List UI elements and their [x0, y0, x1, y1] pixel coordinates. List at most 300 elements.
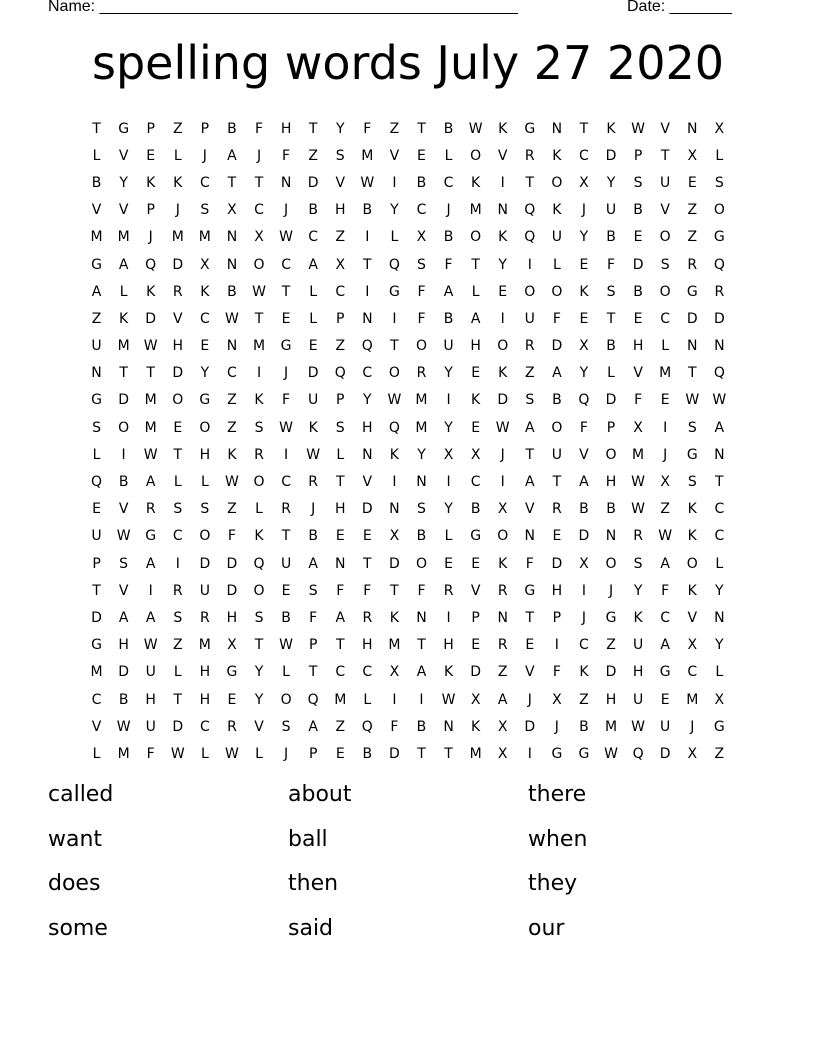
grid-letter: A: [660, 637, 670, 654]
grid-letter: P: [336, 310, 345, 327]
grid-letter: L: [661, 338, 670, 355]
grid-letter: X: [497, 745, 508, 762]
grid-letter: M: [117, 338, 130, 355]
grid-letter: F: [606, 256, 616, 273]
grid-letter: W: [468, 120, 483, 137]
grid-letter: N: [443, 718, 454, 735]
grid-letter: M: [144, 419, 157, 436]
grid-letter: Y: [579, 365, 589, 382]
grid-letter: N: [389, 501, 400, 518]
grid-letter: A: [497, 691, 508, 708]
word-list-item: want: [48, 826, 103, 852]
grid-letter: E: [227, 691, 237, 708]
grid-letter: N: [687, 338, 698, 355]
grid-row: [83, 169, 733, 196]
grid-letter: I: [419, 691, 424, 708]
grid-letter: S: [633, 555, 643, 572]
grid-letter: L: [390, 229, 399, 246]
grid-letter: E: [579, 310, 589, 327]
name-field-label: Name: _______________________________________________: [48, 0, 518, 15]
grid-letter: H: [199, 664, 211, 681]
grid-letter: J: [284, 745, 289, 762]
grid-letter: W: [685, 392, 700, 409]
grid-letter: X: [389, 664, 400, 681]
grid-letter: A: [227, 147, 237, 164]
grid-letter: P: [336, 392, 345, 409]
grid-letter: O: [551, 283, 563, 300]
grid-letter: L: [200, 474, 209, 491]
grid-letter: C: [470, 474, 481, 491]
grid-letter: H: [199, 691, 211, 708]
grid-letter: K: [687, 528, 697, 545]
grid-letter: V: [118, 582, 129, 599]
grid-row: [83, 224, 733, 251]
grid-letter: A: [335, 609, 346, 626]
grid-letter: W: [306, 446, 321, 463]
grid-letter: L: [173, 147, 182, 164]
grid-letter: Z: [227, 419, 237, 436]
grid-letter: E: [335, 745, 345, 762]
grid-letter: M: [469, 202, 482, 219]
grid-letter: N: [497, 609, 508, 626]
grid-row: [83, 577, 733, 604]
grid-letter: V: [118, 202, 129, 219]
grid-letter: V: [660, 120, 670, 137]
grid-letter: E: [471, 365, 481, 382]
grid-letter: J: [581, 202, 587, 219]
grid-letter: E: [335, 528, 345, 545]
grid-letter: O: [253, 582, 265, 599]
grid-letter: W: [495, 419, 510, 436]
grid-letter: E: [579, 256, 589, 273]
grid-letter: B: [416, 718, 427, 735]
grid-letter: Q: [524, 229, 536, 246]
grid-letter: L: [444, 147, 453, 164]
grid-letter: R: [524, 338, 535, 355]
grid-letter: I: [175, 555, 180, 572]
grid-letter: N: [497, 202, 508, 219]
grid-letter: T: [363, 256, 372, 273]
grid-letter: W: [225, 745, 239, 762]
grid-letter: N: [226, 338, 238, 355]
grid-row: [83, 523, 733, 550]
grid-letter: M: [144, 392, 157, 409]
grid-letter: S: [119, 555, 129, 572]
grid-letter: G: [713, 229, 725, 246]
grid-letter: D: [605, 392, 617, 409]
grid-letter: K: [471, 392, 481, 409]
grid-letter: X: [227, 202, 237, 219]
grid-letter: O: [686, 555, 698, 572]
grid-letter: X: [227, 637, 237, 654]
grid-letter: K: [308, 419, 318, 436]
grid-letter: G: [659, 664, 671, 681]
grid-letter: V: [633, 365, 643, 382]
grid-letter: Q: [524, 202, 536, 219]
grid-letter: U: [443, 338, 454, 355]
grid-row: [83, 305, 733, 332]
grid-letter: H: [226, 609, 238, 626]
grid-letter: B: [227, 283, 237, 300]
grid-letter: N: [91, 365, 102, 382]
grid-letter: E: [552, 528, 562, 545]
grid-letter: N: [714, 446, 725, 463]
grid-letter: O: [199, 528, 211, 545]
grid-letter: D: [632, 256, 644, 273]
grid-letter: H: [172, 338, 184, 355]
grid-letter: I: [581, 582, 587, 599]
grid-letter: O: [524, 283, 536, 300]
grid-letter: C: [335, 283, 346, 300]
grid-letter: L: [92, 147, 101, 164]
grid-letter: I: [446, 392, 451, 409]
grid-letter: W: [631, 718, 646, 735]
grid-letter: W: [631, 120, 646, 137]
grid-letter: C: [91, 691, 102, 708]
grid-letter: E: [200, 338, 210, 355]
grid-letter: U: [632, 691, 644, 708]
grid-letter: D: [226, 582, 238, 599]
grid-letter: L: [336, 446, 345, 463]
grid-letter: R: [362, 609, 373, 626]
grid-row: [83, 441, 733, 468]
grid-letter: R: [172, 582, 183, 599]
grid-row: [83, 251, 733, 278]
grid-letter: N: [551, 120, 563, 137]
grid-letter: W: [279, 419, 293, 436]
grid-letter: E: [281, 582, 291, 599]
grid-letter: Q: [578, 392, 590, 409]
grid-letter: Z: [335, 338, 346, 355]
grid-letter: E: [471, 637, 481, 654]
word-list-item: ball: [288, 826, 328, 852]
grid-letter: H: [118, 637, 129, 654]
grid-letter: K: [579, 283, 589, 300]
grid-letter: A: [118, 256, 129, 273]
grid-letter: H: [362, 419, 373, 436]
grid-letter: K: [633, 609, 643, 626]
grid-letter: B: [91, 174, 102, 191]
grid-letter: I: [500, 474, 505, 491]
word-list-item: some: [48, 915, 108, 941]
grid-letter: S: [254, 419, 264, 436]
grid-letter: B: [443, 229, 454, 246]
grid-letter: B: [362, 202, 373, 219]
grid-letter: W: [604, 745, 618, 762]
grid-letter: N: [416, 609, 427, 626]
word-list-item: does: [48, 871, 101, 896]
grid-letter: R: [524, 147, 535, 164]
grid-letter: V: [254, 718, 264, 735]
grid-letter: Q: [632, 745, 644, 762]
grid-letter: R: [281, 501, 291, 518]
grid-letter: D: [470, 664, 482, 681]
grid-letter: K: [498, 555, 508, 572]
grid-letter: I: [365, 229, 370, 246]
grid-letter: P: [471, 609, 480, 626]
grid-letter: A: [308, 718, 318, 735]
grid-letter: D: [145, 310, 157, 327]
grid-letter: N: [226, 256, 238, 273]
grid-letter: E: [146, 147, 156, 164]
grid-letter: R: [308, 474, 319, 491]
grid-row: [83, 360, 733, 387]
grid-letter: Q: [334, 365, 346, 382]
grid-letter: I: [256, 365, 262, 382]
grid-letter: D: [307, 174, 319, 191]
grid-letter: J: [527, 691, 532, 708]
grid-letter: H: [605, 474, 617, 491]
grid-letter: H: [199, 446, 211, 463]
grid-letter: X: [470, 691, 481, 708]
grid-letter: W: [225, 310, 239, 327]
grid-letter: B: [470, 501, 481, 518]
grid-letter: J: [500, 446, 505, 463]
grid-letter: L: [471, 283, 480, 300]
grid-letter: X: [579, 174, 589, 191]
grid-letter: O: [253, 474, 265, 491]
grid-letter: J: [256, 147, 262, 164]
grid-letter: X: [335, 256, 346, 273]
grid-letter: T: [308, 120, 318, 137]
grid-letter: F: [282, 392, 291, 409]
grid-letter: E: [444, 555, 453, 572]
grid-letter: T: [525, 446, 535, 463]
grid-letter: I: [446, 474, 451, 491]
grid-letter: J: [446, 202, 451, 219]
grid-letter: A: [145, 555, 156, 572]
grid-letter: W: [441, 691, 456, 708]
grid-letter: C: [714, 528, 725, 545]
grid-letter: A: [579, 474, 589, 491]
grid-letter: J: [202, 147, 207, 164]
grid-letter: Y: [633, 582, 643, 599]
grid-letter: M: [90, 664, 103, 681]
grid-letter: I: [527, 256, 532, 273]
grid-letter: K: [498, 120, 508, 137]
grid-letter: N: [714, 338, 725, 355]
grid-letter: X: [687, 147, 698, 164]
grid-letter: U: [632, 637, 644, 654]
grid-letter: O: [605, 446, 617, 463]
grid-letter: P: [633, 147, 643, 164]
grid-letter: E: [281, 310, 291, 327]
grid-row: [83, 142, 733, 169]
grid-letter: L: [444, 528, 453, 545]
grid-letter: L: [715, 147, 724, 164]
grid-letter: R: [497, 637, 508, 654]
grid-letter: L: [119, 283, 128, 300]
grid-letter: T: [660, 147, 670, 164]
grid-letter: C: [687, 664, 698, 681]
grid-letter: D: [497, 392, 509, 409]
grid-letter: M: [415, 419, 428, 436]
grid-letter: T: [335, 637, 345, 654]
grid-letter: L: [173, 474, 182, 491]
grid-letter: N: [335, 555, 346, 572]
grid-letter: M: [90, 229, 103, 246]
grid-letter: G: [388, 283, 400, 300]
grid-letter: Y: [417, 446, 426, 463]
grid-letter: P: [146, 202, 155, 219]
grid-letter: D: [361, 501, 373, 518]
grid-letter: B: [579, 501, 589, 518]
date-field-label: Date: _______: [627, 0, 732, 15]
grid-letter: V: [660, 202, 670, 219]
grid-letter: K: [552, 202, 562, 219]
grid-letter: T: [308, 664, 318, 681]
grid-letter: K: [254, 528, 264, 545]
grid-letter: G: [91, 392, 102, 409]
grid-letter: H: [334, 501, 346, 518]
grid-letter: G: [91, 637, 102, 654]
grid-letter: I: [527, 745, 532, 762]
grid-letter: U: [551, 446, 562, 463]
grid-letter: Z: [579, 691, 589, 708]
grid-letter: S: [417, 501, 426, 518]
grid-row: [83, 197, 733, 224]
grid-letter: C: [199, 718, 210, 735]
grid-letter: B: [416, 174, 427, 191]
grid-letter: V: [172, 310, 183, 327]
grid-letter: U: [605, 202, 617, 219]
grid-letter: W: [631, 474, 646, 491]
grid-letter: Z: [606, 637, 616, 654]
grid-letter: N: [226, 229, 238, 246]
grid-letter: V: [687, 609, 698, 626]
grid-letter: F: [363, 582, 372, 599]
grid-letter: I: [554, 637, 559, 654]
grid-letter: E: [633, 310, 643, 327]
grid-letter: F: [309, 609, 318, 626]
grid-letter: G: [605, 609, 617, 626]
grid-letter: M: [198, 229, 211, 246]
grid-letter: I: [148, 582, 153, 599]
grid-letter: T: [92, 120, 101, 137]
grid-letter: J: [554, 718, 559, 735]
grid-letter: C: [199, 174, 210, 191]
grid-letter: K: [227, 446, 237, 463]
grid-letter: M: [252, 338, 266, 355]
grid-letter: E: [471, 555, 481, 572]
grid-letter: J: [284, 202, 289, 219]
grid-letter: O: [118, 419, 130, 436]
grid-row: [83, 659, 733, 686]
grid-letter: S: [281, 718, 291, 735]
grid-letter: D: [172, 256, 184, 273]
grid-letter: I: [392, 310, 397, 327]
grid-letter: O: [713, 202, 725, 219]
grid-letter: H: [280, 120, 292, 137]
grid-letter: Z: [335, 718, 346, 735]
grid-letter: K: [443, 664, 454, 681]
grid-letter: T: [254, 174, 264, 191]
grid-letter: Y: [606, 174, 616, 191]
grid-letter: Y: [498, 256, 507, 273]
grid-letter: R: [145, 501, 156, 518]
grid-letter: Z: [687, 229, 698, 246]
grid-letter: K: [687, 582, 697, 599]
grid-letter: X: [254, 229, 264, 246]
grid-letter: F: [552, 310, 561, 327]
grid-letter: F: [444, 256, 453, 273]
grid-letter: H: [334, 202, 346, 219]
grid-letter: W: [360, 174, 375, 191]
grid-row: [83, 387, 733, 414]
grid-letter: N: [416, 474, 427, 491]
grid-letter: Q: [91, 474, 103, 491]
grid-letter: K: [471, 718, 481, 735]
grid-letter: V: [335, 174, 346, 191]
grid-letter: L: [92, 745, 101, 762]
grid-letter: S: [714, 174, 724, 191]
grid-letter: J: [148, 229, 153, 246]
grid-letter: O: [415, 338, 427, 355]
grid-letter: Q: [713, 365, 725, 382]
grid-letter: Y: [363, 392, 372, 409]
grid-letter: I: [500, 310, 505, 327]
grid-letter: B: [606, 338, 616, 355]
grid-letter: T: [687, 365, 697, 382]
grid-letter: Y: [444, 365, 453, 382]
grid-letter: Y: [200, 365, 210, 382]
grid-letter: M: [117, 229, 130, 246]
grid-letter: O: [388, 365, 400, 382]
grid-letter: M: [686, 691, 699, 708]
grid-letter: I: [500, 174, 505, 191]
grid-letter: O: [497, 338, 509, 355]
grid-letter: V: [389, 147, 400, 164]
grid-letter: R: [416, 365, 427, 382]
grid-letter: J: [284, 365, 289, 382]
grid-letter: D: [199, 555, 211, 572]
grid-letter: U: [91, 528, 102, 545]
grid-letter: U: [551, 229, 562, 246]
grid-letter: B: [606, 229, 616, 246]
grid-letter: E: [633, 229, 643, 246]
grid-letter: Y: [444, 419, 453, 436]
grid-letter: I: [392, 691, 397, 708]
grid-letter: O: [470, 147, 482, 164]
grid-letter: F: [390, 718, 399, 735]
grid-letter: K: [173, 174, 183, 191]
grid-letter: A: [660, 555, 670, 572]
grid-letter: L: [552, 256, 561, 273]
grid-letter: Q: [361, 338, 373, 355]
grid-letter: T: [173, 691, 183, 708]
grid-letter: A: [118, 609, 129, 626]
grid-letter: Y: [390, 202, 399, 219]
grid-letter: K: [254, 392, 264, 409]
grid-letter: C: [443, 174, 454, 191]
grid-letter: U: [308, 392, 319, 409]
grid-row: [83, 278, 733, 305]
grid-letter: H: [551, 582, 563, 599]
grid-letter: B: [552, 392, 562, 409]
word-list-item: then: [288, 871, 339, 896]
grid-letter: T: [173, 446, 183, 463]
grid-letter: D: [226, 555, 238, 572]
grid-letter: D: [389, 745, 400, 762]
grid-letter: L: [363, 691, 372, 708]
grid-letter: X: [579, 555, 589, 572]
grid-letter: T: [281, 528, 291, 545]
grid-row: [83, 468, 733, 495]
grid-letter: W: [143, 338, 158, 355]
grid-letter: Y: [335, 120, 345, 137]
grid-letter: L: [92, 446, 101, 463]
grid-letter: J: [690, 718, 695, 735]
